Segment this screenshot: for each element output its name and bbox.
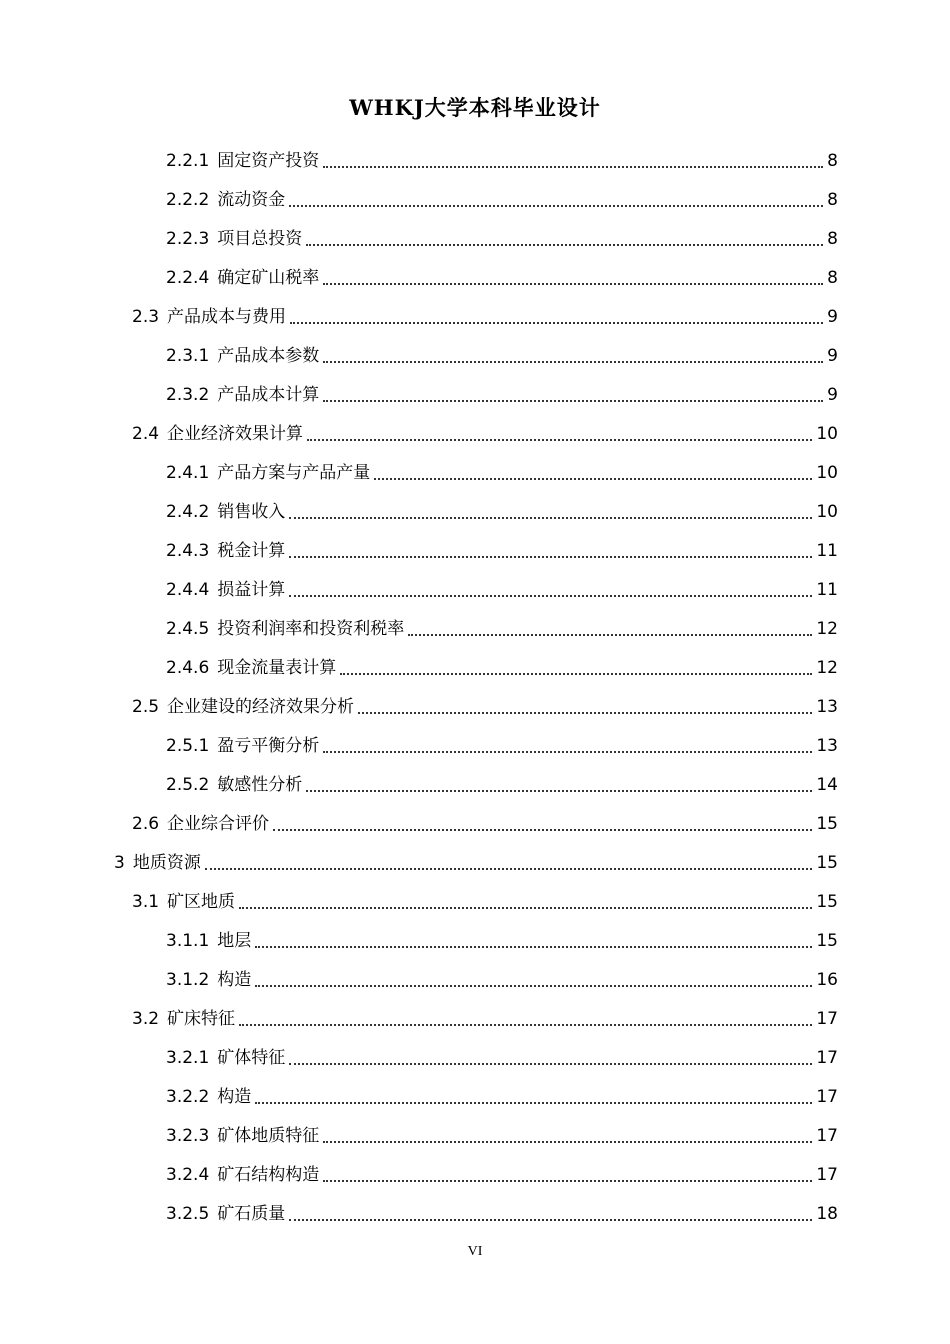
toc-entry[interactable] (0, 255, 950, 294)
toc-dot-leader (306, 244, 823, 246)
toc-entry-page: 15 (816, 853, 838, 873)
toc-entry-title: 敏感性分析 (217, 775, 303, 795)
toc-dot-leader (323, 751, 812, 753)
toc-entry[interactable] (0, 294, 950, 333)
toc-entry[interactable] (0, 1035, 950, 1074)
toc-entry[interactable] (0, 528, 950, 567)
toc-entry[interactable] (0, 606, 950, 645)
toc-dot-leader (307, 439, 812, 441)
toc-entry-number: 2.5.2 (166, 775, 210, 795)
toc-entry-number: 2.2.2 (166, 190, 210, 210)
toc-entry-title: 企业建设的经济效果分析 (167, 697, 355, 717)
toc-entry-number: 2.3.1 (166, 346, 210, 366)
toc-entry-title: 地层 (217, 931, 252, 951)
toc-entry[interactable] (0, 645, 950, 684)
toc-entry-number: 2.4.2 (166, 502, 210, 522)
toc-dot-leader (306, 790, 812, 792)
toc-entry-number: 3.1 (132, 892, 160, 912)
toc-entry-title: 固定资产投资 (217, 151, 320, 171)
toc-entry[interactable] (0, 1152, 950, 1191)
toc-entry-page: 15 (816, 931, 838, 951)
toc-entry-title: 矿区地质 (167, 892, 236, 912)
toc-entry-page: 18 (816, 1204, 838, 1224)
toc-entry-number: 2.4.5 (166, 619, 210, 639)
toc-entry-number: 2.3 (132, 307, 160, 327)
toc-dot-leader (255, 985, 812, 987)
toc-entry-page: 9 (827, 346, 838, 366)
toc-entry-page: 12 (816, 619, 838, 639)
toc-entry-number: 3.2.2 (166, 1087, 210, 1107)
toc-entry-number: 3 (114, 853, 125, 873)
toc-dot-leader (323, 283, 823, 285)
toc-entry-number: 2.4 (132, 424, 160, 444)
toc-dot-leader (289, 1219, 812, 1221)
toc-entry-title: 地质资源 (132, 853, 201, 873)
toc-entry-number: 2.2.4 (166, 268, 210, 288)
toc-entry[interactable] (0, 723, 950, 762)
toc-entry[interactable] (0, 918, 950, 957)
toc-entry-page: 17 (816, 1048, 838, 1068)
toc-entry[interactable] (0, 1191, 950, 1230)
toc-dot-leader (323, 1141, 812, 1143)
toc-dot-leader (323, 400, 823, 402)
toc-entry-page: 8 (827, 190, 838, 210)
toc-dot-leader (358, 712, 812, 714)
toc-dot-leader (255, 1102, 812, 1104)
toc-entry-page: 8 (827, 229, 838, 249)
toc-entry-title: 投资利润率和投资利税率 (217, 619, 405, 639)
toc-entry-page: 14 (816, 775, 838, 795)
toc-entry[interactable] (0, 1113, 950, 1152)
toc-entry-number: 2.4.6 (166, 658, 210, 678)
toc-entry-title: 产品方案与产品产量 (217, 463, 371, 483)
toc-entry-page: 9 (827, 307, 838, 327)
toc-entry-number: 3.2.5 (166, 1204, 210, 1224)
toc-entry-title: 企业经济效果计算 (167, 424, 304, 444)
toc-entry-title: 矿石结构构造 (217, 1165, 320, 1185)
toc-dot-leader (408, 634, 812, 636)
toc-entry[interactable] (0, 879, 950, 918)
toc-entry[interactable] (0, 1074, 950, 1113)
toc-entry-page: 8 (827, 268, 838, 288)
toc-entry-page: 10 (816, 424, 838, 444)
toc-entry-title: 流动资金 (217, 190, 286, 210)
toc-entry-page: 15 (816, 892, 838, 912)
toc-entry-title: 现金流量表计算 (217, 658, 337, 678)
toc-entry-number: 3.2.1 (166, 1048, 210, 1068)
toc-entry[interactable] (0, 684, 950, 723)
toc-dot-leader (255, 946, 812, 948)
toc-entry-page: 17 (816, 1009, 838, 1029)
toc-entry[interactable] (0, 957, 950, 996)
toc-entry[interactable] (0, 372, 950, 411)
toc-entry-number: 3.1.1 (166, 931, 210, 951)
table-of-contents (0, 138, 950, 1230)
toc-entry-title: 税金计算 (217, 541, 286, 561)
toc-entry-page: 13 (816, 736, 838, 756)
toc-entry-title: 销售收入 (217, 502, 286, 522)
toc-entry-page: 17 (816, 1126, 838, 1146)
toc-entry-number: 2.5.1 (166, 736, 210, 756)
toc-dot-leader (340, 673, 812, 675)
toc-entry-page: 16 (816, 970, 838, 990)
toc-entry[interactable] (0, 489, 950, 528)
toc-entry-number: 3.2.3 (166, 1126, 210, 1146)
toc-entry[interactable] (0, 411, 950, 450)
toc-entry[interactable] (0, 177, 950, 216)
toc-entry-number: 2.3.2 (166, 385, 210, 405)
toc-dot-leader (290, 322, 823, 324)
toc-dot-leader (273, 829, 812, 831)
toc-entry-number: 2.4.3 (166, 541, 210, 561)
page-number: VI (467, 1244, 483, 1259)
toc-entry-title: 产品成本计算 (217, 385, 320, 405)
toc-entry-title: 矿体特征 (217, 1048, 286, 1068)
toc-entry-number: 2.4.1 (166, 463, 210, 483)
toc-dot-leader (205, 868, 813, 870)
toc-dot-leader (289, 517, 812, 519)
toc-entry-page: 15 (816, 814, 838, 834)
toc-entry-number: 2.5 (132, 697, 160, 717)
toc-dot-leader (239, 1024, 812, 1026)
toc-entry-title: 矿床特征 (167, 1009, 236, 1029)
toc-entry-page: 10 (816, 463, 838, 483)
toc-entry-page: 17 (816, 1087, 838, 1107)
toc-entry-number: 3.2.4 (166, 1165, 210, 1185)
toc-entry[interactable] (0, 333, 950, 372)
toc-dot-leader (239, 907, 812, 909)
toc-entry-page: 17 (816, 1165, 838, 1185)
toc-entry-title: 损益计算 (217, 580, 286, 600)
toc-entry-page: 13 (816, 697, 838, 717)
toc-entry-number: 2.6 (132, 814, 160, 834)
toc-entry-number: 2.2.3 (166, 229, 210, 249)
toc-entry-title: 矿石质量 (217, 1204, 286, 1224)
toc-entry-title: 构造 (217, 1087, 252, 1107)
toc-entry-title: 盈亏平衡分析 (217, 736, 320, 756)
toc-entry-page: 9 (827, 385, 838, 405)
toc-dot-leader (374, 478, 812, 480)
toc-entry-number: 3.1.2 (166, 970, 210, 990)
toc-entry[interactable] (0, 801, 950, 840)
toc-entry-title: 构造 (217, 970, 252, 990)
toc-dot-leader (323, 361, 823, 363)
toc-entry-page: 11 (816, 541, 838, 561)
toc-entry[interactable] (0, 138, 950, 177)
toc-entry-title: 产品成本与费用 (167, 307, 287, 327)
toc-entry-title: 企业综合评价 (167, 814, 270, 834)
page-header-title: WHKJ大学本科毕业设计 (349, 95, 601, 120)
toc-entry-page: 8 (827, 151, 838, 171)
toc-entry[interactable] (0, 567, 950, 606)
toc-entry-number: 2.4.4 (166, 580, 210, 600)
toc-entry-title: 确定矿山税率 (217, 268, 320, 288)
toc-entry-page: 10 (816, 502, 838, 522)
toc-entry-title: 项目总投资 (217, 229, 303, 249)
toc-entry[interactable] (0, 216, 950, 255)
toc-entry[interactable] (0, 996, 950, 1035)
toc-dot-leader (323, 1180, 812, 1182)
toc-entry-page: 11 (816, 580, 838, 600)
toc-entry[interactable] (0, 762, 950, 801)
toc-dot-leader (289, 205, 823, 207)
toc-entry-title: 矿体地质特征 (217, 1126, 320, 1146)
toc-entry[interactable] (0, 450, 950, 489)
toc-dot-leader (289, 1063, 812, 1065)
toc-dot-leader (289, 595, 812, 597)
toc-dot-leader (289, 556, 812, 558)
toc-entry[interactable] (0, 840, 950, 879)
toc-entry-number: 2.2.1 (166, 151, 210, 171)
toc-dot-leader (323, 166, 823, 168)
toc-entry-title: 产品成本参数 (217, 346, 320, 366)
toc-entry-number: 3.2 (132, 1009, 160, 1029)
toc-entry-page: 12 (816, 658, 838, 678)
